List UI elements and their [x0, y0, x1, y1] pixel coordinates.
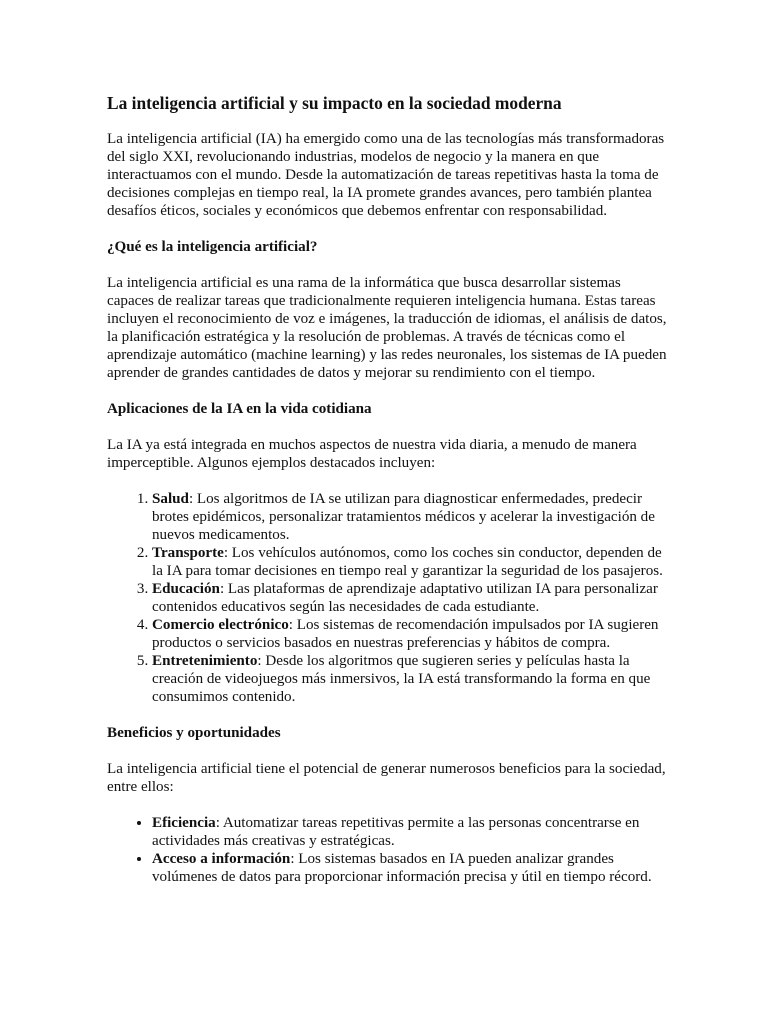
- list-item: [152, 544, 667, 580]
- list-item-text: : Las plataformas de aprendizaje adaptativo utilizan IA para personalizar contenidos educativos según las necesidades de cada estudiante.: [152, 581, 658, 615]
- section-heading-benefits: Beneficios y oportunidades: [107, 725, 281, 741]
- list-item: [152, 652, 667, 706]
- section-heading-applications: Aplicaciones de la IA en la vida cotidiana: [107, 401, 372, 417]
- list-item-text: : Los algoritmos de IA se utilizan para diagnosticar enfermedades, predecir brotes epidémicos, personalizar tratamientos médicos y acelerar la investigación de nuevos medicamentos.: [152, 491, 655, 543]
- list-item: [152, 490, 667, 544]
- list-item-label: Eficiencia: [152, 815, 216, 831]
- list-item-label: Acceso a información: [152, 851, 291, 867]
- list-item-label: Educación: [152, 581, 220, 597]
- list-item-text: : Desde los algoritmos que sugieren series y películas hasta la creación de videojuegos más inmersivos, la IA está transformando la forma en que consumimos contenido.: [152, 653, 651, 705]
- section-paragraph-what-is-ai: La inteligencia artificial es una rama de la informática que busca desarrollar sistemas capaces de realizar tareas que tradicionalmente requieren inteligencia humana. Estas tareas incluyen el reconocimiento de voz e imágenes, la traducción de idiomas, el análisis de datos, la planificación estratégica y la resolución de problemas. A través de técnicas como el aprendizaje automático (machine learning) y las redes neuronales, los sistemas de IA pueden aprender de grandes cantidades de datos y mejorar su rendimiento con el tiempo.: [107, 275, 667, 381]
- document-title: La inteligencia artificial y su impacto en la sociedad moderna: [107, 93, 562, 113]
- list-item: [152, 580, 667, 616]
- list-item-label: Entretenimiento: [152, 653, 258, 669]
- section-paragraph-benefits: La inteligencia artificial tiene el potencial de generar numerosos beneficios para la sociedad, entre ellos:: [107, 761, 666, 795]
- list-item: [152, 616, 667, 652]
- section-paragraph-applications: La IA ya está integrada en muchos aspectos de nuestra vida diaria, a menudo de manera imperceptible. Algunos ejemplos destacados incluyen:: [107, 437, 637, 471]
- document-page: [107, 92, 667, 904]
- list-item-label: Transporte: [152, 545, 224, 561]
- list-item-text: : Los sistemas de recomendación impulsados por IA sugieren productos o servicios basados en nuestras preferencias y hábitos de compra.: [152, 617, 659, 651]
- list-item-text: : Automatizar tareas repetitivas permite a las personas concentrarse en actividades más creativas y estratégicas.: [152, 815, 640, 849]
- benefits-list: [107, 814, 667, 886]
- list-item: [152, 814, 667, 850]
- list-item-label: Comercio electrónico: [152, 617, 289, 633]
- list-item-text: : Los vehículos autónomos, como los coches sin conductor, dependen de la IA para tomar decisiones en tiempo real y garantizar la seguridad de los pasajeros.: [152, 545, 663, 579]
- applications-list: [107, 490, 667, 706]
- list-item-label: Salud: [152, 491, 189, 507]
- list-item-text: : Los sistemas basados en IA pueden analizar grandes volúmenes de datos para proporcionar información precisa y útil en tiempo récord.: [152, 851, 652, 885]
- intro-paragraph: La inteligencia artificial (IA) ha emergido como una de las tecnologías más transformadoras del siglo XXI, revolucionando industrias, modelos de negocio y la manera en que interactuamos con el mundo. Desde la automatización de tareas repetitivas hasta la toma de decisiones complejas en tiempo real, la IA promete grandes avances, pero también plantea desafíos éticos, sociales y económicos que debemos enfrentar con responsabilidad.: [107, 131, 665, 219]
- list-item: [152, 850, 667, 886]
- section-heading-what-is-ai: ¿Qué es la inteligencia artificial?: [107, 239, 318, 255]
